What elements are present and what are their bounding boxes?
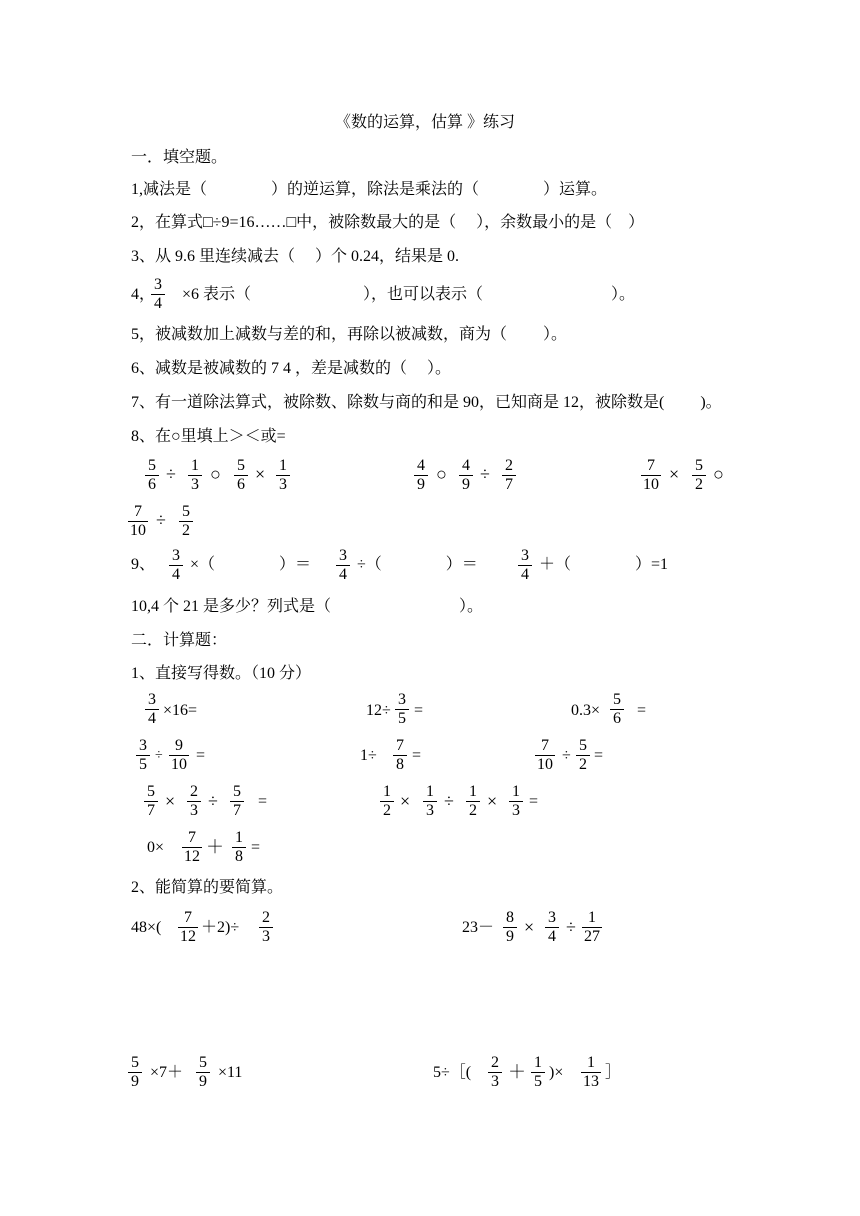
multiply-sign: × — [487, 791, 498, 811]
fraction: $\frac{1}{5}$ — [531, 1054, 545, 1091]
section-calculation: 二．计算题： — [131, 632, 228, 649]
fraction: $\frac{5}{6}$ — [610, 691, 624, 728]
expression-text: )× — [549, 1064, 564, 1081]
fraction: $\frac{5}{2}$ — [179, 503, 193, 540]
section-fill-blank: 一．填空题。 — [131, 149, 228, 166]
question-1: 1,减法是（ ）的逆运算，除法是乘法的（ ）运算。 — [131, 181, 608, 198]
expression-text: 0× — [147, 839, 165, 856]
expression-text: ＋2)÷ — [201, 919, 240, 936]
comparison-circle[interactable]: ○ — [436, 464, 447, 484]
expression-text: 12÷ — [366, 702, 391, 719]
fraction: $\frac{7}{12}$ — [180, 909, 196, 945]
fraction: $\frac{2}{3}$ — [259, 909, 273, 946]
expression-text: = — [529, 793, 539, 810]
question-9-part-1: ×（ ）＝ — [190, 556, 312, 573]
fraction: $\frac{5}{9}$ — [128, 1054, 142, 1091]
comparison-circle[interactable]: ○ — [713, 464, 724, 484]
comparison-circle[interactable]: ○ — [210, 464, 221, 484]
fraction: $\frac{8}{9}$ — [503, 909, 517, 946]
expression-text: 5÷［( — [433, 1064, 472, 1081]
fraction: $\frac{5}{2}$ — [576, 737, 590, 774]
expression-text: 23－ — [462, 919, 495, 936]
divide-sign: ÷ — [444, 791, 454, 811]
fraction: $\frac{4}{9}$ — [459, 457, 473, 494]
question-2: 2，在算式□÷9=16……□中，被除数最大的是（ ），余数最小的是（ ） — [131, 214, 645, 231]
fraction: $\frac{1}{3}$ — [509, 783, 523, 820]
fraction: $\frac{1}{2}$ — [466, 783, 480, 820]
expression-text: 48×( — [131, 919, 162, 936]
divide-sign: ÷ — [166, 464, 176, 484]
fraction: $\frac{3}{5}$ — [395, 691, 409, 728]
multiply-sign: × — [165, 791, 176, 811]
divide-sign: ÷ — [562, 747, 571, 764]
fraction: $\frac{5}{6}$ — [234, 457, 248, 494]
calc-2-title: 2、能简算的要简算。 — [131, 879, 284, 896]
fraction: $\frac{7}{12}$ — [184, 829, 200, 865]
fraction: $\frac{1}{3}$ — [423, 783, 437, 820]
fraction: $\frac{1}{27}$ — [584, 909, 600, 945]
fraction: $\frac{2}{7}$ — [502, 457, 516, 494]
fraction: $\frac{3}{4}$ — [145, 691, 159, 728]
fraction: $\frac{1}{2}$ — [380, 783, 394, 820]
fraction: $\frac{1}{3}$ — [188, 457, 202, 494]
expression-text: 0.3× — [571, 702, 601, 719]
question-6: 6、减数是被减数的 7 4 ，差是减数的（ ）。 — [131, 360, 452, 377]
fraction: $\frac{5}{6}$ — [145, 457, 159, 494]
divide-sign: ÷ — [156, 510, 166, 530]
fraction: $\frac{5}{7}$ — [230, 783, 244, 820]
fraction: $\frac{7}{10}$ — [537, 737, 553, 773]
fraction: $\frac{7}{10}$ — [130, 503, 146, 539]
plus-sign: ＋ — [508, 1062, 526, 1082]
fraction: $\frac{5}{9}$ — [196, 1054, 210, 1091]
question-5: 5，被减数加上减数与差的和，再除以被减数，商为（ ）。 — [131, 326, 568, 343]
divide-sign: ÷ — [155, 748, 163, 763]
expression-text: = — [251, 839, 261, 856]
question-9-part-3: ＋（ ）=1 — [539, 556, 669, 573]
expression-text: ×7＋ — [150, 1064, 184, 1081]
fraction: $\frac{4}{9}$ — [414, 457, 428, 494]
multiply-sign: × — [524, 917, 535, 937]
multiply-sign: × — [669, 464, 680, 484]
fraction: $\frac{1}{8}$ — [232, 829, 246, 866]
divide-sign: ÷ — [566, 917, 576, 937]
fraction: $\frac{7}{8}$ — [393, 737, 407, 774]
fraction: $\frac{1}{3}$ — [276, 457, 290, 494]
question-3: 3、从 9.6 里连续减去（ ）个 0.24，结果是 0. — [131, 248, 460, 265]
multiply-sign: × — [255, 464, 266, 484]
divide-sign: ÷ — [480, 464, 490, 484]
fraction: $\frac{3}{4}$ — [518, 547, 532, 584]
expression-text: = — [196, 747, 206, 764]
expression-text: = — [414, 702, 424, 719]
question-7: 7、有一道除法算式，被除数、除数与商的和是 90，已知商是 12，被除数是( )。 — [131, 394, 722, 411]
page-title: 《数的运算，估算 》练习 — [335, 114, 516, 131]
expression-text: ×11 — [218, 1064, 243, 1081]
fraction: $\frac{7}{10}$ — [643, 457, 659, 493]
fraction: $\frac{3}{4}$ — [545, 909, 559, 946]
fraction: $\frac{5}{2}$ — [692, 457, 706, 494]
expression-text: = — [258, 793, 268, 810]
question-8: 8、在○里填上＞＜或= — [131, 428, 286, 445]
question-4-prefix: 4， — [131, 286, 156, 303]
question-10: 10,4 个 21 是多少？列式是（ ）。 — [131, 598, 484, 615]
expression-text: 1÷ — [360, 747, 377, 764]
fraction: $\frac{3}{5}$ — [136, 737, 150, 774]
fraction: $\frac{2}{3}$ — [187, 783, 201, 820]
fraction: $\frac{9}{10}$ — [171, 737, 187, 773]
expression-text: = — [412, 747, 422, 764]
expression-text: = — [637, 702, 647, 719]
fraction: $\frac{1}{13}$ — [583, 1054, 599, 1090]
question-9-label: 9、 — [131, 556, 156, 573]
calc-1-title: 1、直接写得数。（10 分） — [131, 665, 312, 682]
fraction: $\frac{5}{7}$ — [144, 783, 158, 820]
fraction: $\frac{2}{3}$ — [488, 1054, 502, 1091]
question-4-text: ×6 表示（ ），也可以表示（ ）。 — [182, 286, 636, 303]
expression-text: ］ — [605, 1064, 622, 1081]
divide-sign: ÷ — [208, 791, 218, 811]
expression-text: = — [594, 747, 604, 764]
question-9-part-2: ÷（ ）＝ — [357, 556, 478, 573]
fraction: $\frac{3}{4}$ — [336, 547, 350, 584]
plus-sign: ＋ — [206, 837, 224, 857]
expression-text: ×16= — [163, 702, 198, 719]
fraction: $\frac{3}{4}$ — [169, 547, 183, 584]
multiply-sign: × — [400, 791, 411, 811]
fraction: $\frac{3}{4}$ — [151, 276, 165, 313]
